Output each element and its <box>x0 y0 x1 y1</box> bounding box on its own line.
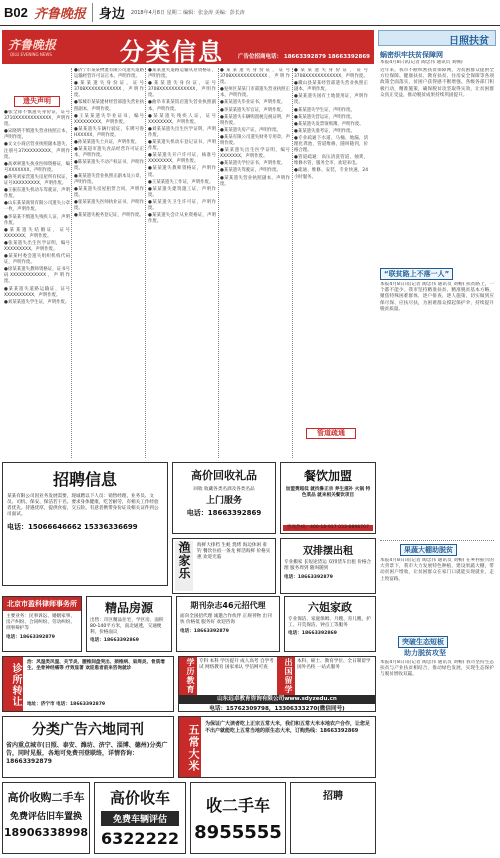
notice-item: ●某某遗失发票领购簿，声明作废。 <box>294 121 364 127</box>
notice-item: ●张某某遗失医师执业证书，声明作废。 <box>74 199 144 211</box>
column-divider <box>145 68 146 458</box>
notice-item: ●徐某某遗失教师资格证，证书号码XXXXXXXXXXXX，声明作废。 <box>4 267 70 285</box>
ad-recruit-2-body <box>291 802 375 808</box>
section-title: 身边 <box>92 3 125 22</box>
ad-clinic <box>2 656 174 712</box>
notice-item: ●张全锋不慎遗失身份证，证号3710XXXXXXXXXXXX，声明作废。 <box>4 110 70 128</box>
notice-item: ●某某遗失学生证，声明作废。 <box>294 107 355 113</box>
banner-title: 分类信息 <box>120 37 224 66</box>
ad-edu-tel: 电话：15762309798，13306333270(微信同号) <box>209 706 345 712</box>
ad-fishing-title: 渔家乐 <box>175 541 193 591</box>
notice-item: ●某某遗失身份证，证号3708XXXXXXXXXXXX，声明作废。 <box>74 81 144 99</box>
ad-second-hand-car <box>190 782 286 854</box>
notice-item: ●某某遗失身份证，证号3708XXXXXXXXXXXX，声明作废。 <box>148 81 216 99</box>
right-headline-1: 蜗密织牢扶贫保障网 <box>380 51 443 59</box>
notice-item: ●济宁市某某物流有限公司遗失道路运输经营许可证正本，声明作废。 <box>74 68 144 80</box>
ad-gift-sub2: 上门服务 <box>205 496 242 506</box>
notice-item: ●某某遗失机动车登记证书，声明作废。 <box>148 140 216 152</box>
notice-item: ●某某遗失卫生许可证，声明作废。 <box>148 199 216 211</box>
notice-item: ●某某遗失教师资格证，声明作废。 <box>148 166 216 178</box>
right-headline-2: “联贫路上不落一人” <box>380 268 453 280</box>
right-headline-5: 助力脱贫攻坚 <box>404 649 446 657</box>
notice-item: ●某某遗失出生医学证明，编号XXXXXXX，声明作废。 <box>220 148 290 160</box>
ad-car-buy-sub: 免费车辆评估 <box>101 811 179 826</box>
ad-house-title: 精品房源 <box>104 601 153 615</box>
column-divider <box>292 68 293 458</box>
ad-edu1-body: 专科 本科 学历提升 成人高考 自学考试 网络教育 国家承认 学信网可查 <box>199 659 274 670</box>
ad-magazine-body: 面向全国招代理 诚邀合作伙伴 正规刊物 出刊快 价格低 服务好 欢迎咨询 <box>180 614 272 625</box>
ad-rice-body: 为保证广大读者吃上正宗五常大米，我们和五常大米本地农户合作，让您足不出户就能吃上五常当地的原生态大米，订购热线：18663392869 <box>205 721 371 734</box>
notice-item: ●李某某遗失军官证，声明作废。 <box>220 107 286 113</box>
notice-item: ●宋晓明不慎遗失营业执照正本，声明作废。 <box>4 129 70 141</box>
notice-item: ●邹城市某某建材经营部遗失营业执照副本，声明作废。 <box>74 100 144 112</box>
column-2 <box>74 68 144 458</box>
ad-law-body: 主要业务：民事诉讼、婚姻家事、房产纠纷、合同纠纷、劳动纠纷、刑事辩护等 <box>6 614 75 631</box>
notice-item: ●某某遗失房产证，声明作废。 <box>220 127 281 133</box>
notice-item: ●某某遗失税务登记证，声明作废。 <box>74 213 144 219</box>
ad-truck-tel: 电话：18663392879 <box>284 575 333 580</box>
ad-catering-tel: 咨询热线：400-18-917 033-8898707 <box>283 525 373 531</box>
column-divider <box>218 68 219 458</box>
column-1 <box>4 110 70 458</box>
notice-item: ●刘某某遗失学生证，声明作废。 <box>4 299 70 305</box>
ad-housekeeping <box>284 596 376 652</box>
ad-magazine-tel: 电话：18663392879 <box>180 629 229 634</box>
ad-rice <box>178 716 376 778</box>
ad-clinic-body: 治：风湿类风湿、关节炎、腰椎间盘突出、颈椎病、肩周炎、骨质增生、坐骨神经痛等 疗效显著 欢迎患者前来咨询就诊 <box>27 660 165 671</box>
ad-car-buy-title: 高价收车 <box>109 789 170 807</box>
notice-item: ●某某遗失开户许可证，核准号XXXXXXXX，声明作废。 <box>148 153 216 165</box>
notice-item: ●某某遗失道路运输证，证号XXXXXXXXXX，声明作废。 <box>4 286 70 298</box>
lost-section-header: 遗失声明 <box>14 96 60 107</box>
ad-recruit-tel: 电话：15066646662 15336336699 <box>7 523 138 531</box>
ad-fishing-resort <box>172 538 276 594</box>
notice-item: ●山东某某商贸有限公司遗失公章一枚，声明作废。 <box>4 201 70 213</box>
column-divider <box>71 68 72 458</box>
ad-magazine-title: 期刊杂志46元招代理 <box>190 601 266 610</box>
ad-recruit-body: 某某有限公司因业务发展需要，现诚聘以下人员：销售经理、业务员、文员、司机、保安、保洁若干名。要求身体健康，吃苦耐劳，有相关工作经验者优先。待遇优厚，提供食宿，交五险。有意者携带身份证及相关证件到公司面试。 <box>7 494 159 517</box>
notice-item: ●某某遗失结婚证，证号XXXXXXX，声明作废。 <box>4 227 70 239</box>
ad-catering <box>280 462 376 534</box>
notice-item: ●某某遗失身份证，证号3708XXXXXXXXXXXX，声明作废。 <box>220 68 290 86</box>
ad-clinic-title: 诊所转让 <box>3 657 23 712</box>
notice-item: ●某某超市遗失食品经营许可证正本，声明作废。 <box>74 147 144 159</box>
right-article-1: 近年来，我市不断织密扶贫保障网，为贫困群众提供全方位保障。健康扶贫、教育扶贫、住房安全保障等各项政策全面落实，贫困户获得感不断增强。各级各部门积极行动，精准施策，确保脱贫攻坚取得实效，让贫困群众真正受益，推动脱贫成果持续巩固提升。 <box>380 68 494 98</box>
ad-used-car-buy-sub: 免费评估旧车置换 <box>9 812 82 822</box>
right-article-4: 本报4月8日讯(记者 陶忠伟 通讯员 刘畅) 我市坚持生态扶贫与产业扶贫相结合，推动绿色发展，实现生态保护与脱贫增收双赢。 <box>380 660 494 678</box>
ad-house-tel: 电话：18663392869 <box>90 638 139 643</box>
notice-item: ●陈某某遗失不动产权证书，声明作废。 <box>74 160 144 172</box>
notice-item: ●某某遗失国有土地使用证，声明作废。 <box>294 94 368 106</box>
ad-catering-title: 餐饮加盟 <box>303 469 352 483</box>
ad-car-buy <box>94 782 186 854</box>
classified-banner <box>2 30 374 64</box>
notice-item: ●王振东遗失机动车驾驶证，声明作废。 <box>4 188 70 200</box>
ad-fishing-body: 海鲜大排档 生蚝 烧烤 海边休闲 垂钓 餐饮住宿一条龙 鲜活海鲜 价格实惠 欢迎光临 <box>197 543 271 560</box>
ad-housekeeping-title: 六姐家政 <box>308 601 352 614</box>
ad-used-car-buy <box>2 782 90 854</box>
ad-edu2-body: 本科、硕士、教育学位、全日制留学 国外名校 一站式服务 <box>297 659 371 670</box>
ad-law-firm <box>2 596 82 652</box>
notice-item: ●某某遗失车辆购置税完税证明，声明作废。 <box>220 114 290 126</box>
ad-recruit-2 <box>290 782 376 854</box>
notice-item: ●管道疏通：高压清洗管道，抽粪，维修水管，服务全市，欢迎来电。 <box>294 155 368 167</box>
ad-truck-rent <box>280 538 376 594</box>
notice-item: ●某某遗失驾驶证，声明作废。 <box>220 168 281 174</box>
notice-item: ●疏通、维修、安装，专业快速，24小时服务。 <box>294 168 368 180</box>
ad-magazine <box>176 596 280 652</box>
notice-item: ●某某遗失营业执照副本，声明作废。 <box>220 175 290 187</box>
notice-item: ●某某遗失房屋租赁合同，声明作废。 <box>74 186 144 198</box>
banner-logo: 齐鲁晚报 <box>8 38 57 52</box>
ad-clinic-tel: 地址：济宁市 电话：18663392879 <box>27 702 106 707</box>
notice-item: ●某某遗失营业执照正副本及公章，声明作废。 <box>74 173 144 185</box>
notice-item: ●某某遗失毕业证书，声明作废。 <box>220 100 286 106</box>
paper-logo: 齐鲁晚报 <box>33 7 86 22</box>
page-meta: 2018年4月8日 星期二 编辑：张金涛 美编：彭长涛 <box>130 10 245 16</box>
ad-recruit <box>2 462 168 586</box>
ad-gift-title: 高价回收礼品 <box>191 469 257 482</box>
page-number: B02 <box>4 5 28 20</box>
notice-item: ●某某遗失建筑施工证，声明作废。 <box>148 186 216 198</box>
page-header <box>0 0 500 26</box>
ad-gift-recycle <box>172 462 276 534</box>
notice-item: ●王某某遗失毕业证书，编号XXXXXXXXX，声明作废。 <box>74 113 144 125</box>
notice-item: ●张某遗失出生医学证明，编号XXXXXXXXX，声明作废。 <box>4 240 70 252</box>
ad-used-car-buy-title: 高价收购二手车 <box>7 791 85 804</box>
ad-recruit-title: 招聘信息 <box>52 470 117 489</box>
ad-car-buy-tel: 6322222 <box>101 829 179 848</box>
ad-catering-body: 加盟费超低 就找鲁正宗 养生滋补 火锅 特色菜品 就来相关餐饮项目 <box>285 487 371 498</box>
ad-education <box>178 656 376 712</box>
ad-house-body: 出售：市区精品住宅，学区房，面积80-140平方米，南北通透，交通便利，价格面议 <box>90 618 164 635</box>
notice-item: ●曲阜市某某饭店遗失营业执照副本，声明作废。 <box>148 100 216 112</box>
ad-law-tel: 电话：18663392879 <box>6 635 55 640</box>
notice-item: ●兖州区某某门市部遗失营业执照正本，声明作废。 <box>220 87 290 99</box>
ad-edu-company: 山东远卓教育咨询有限公司www.sdyzedu.cn <box>179 695 375 704</box>
notice-item: ●某某遗失会计从业资格证，声明作废。 <box>148 213 216 225</box>
ad-second-hand-car-title: 收二手车 <box>205 796 270 815</box>
ad-truck-title: 双排摆出租 <box>303 546 353 557</box>
right-section-banner <box>378 30 496 46</box>
notice-item: ●某某遗失残疾人证，证号XXXXXXXX，声明作废。 <box>148 113 216 125</box>
ad-housekeeping-body: 专业保洁、家庭保姆、月嫂、育儿嫂、护工、开荒保洁、钟点工等服务 <box>288 617 371 628</box>
ad-six-city <box>2 716 174 778</box>
notice-item: ●文文小商店营业执照副本遗失，注册号37XXXXXXXXX，声明作废。 <box>4 142 70 160</box>
notice-item: ●某某遗失准考证，声明作废。 <box>294 128 355 134</box>
notice-item: ●刘某某遗失出生医学证明，声明作废。 <box>148 126 216 138</box>
ad-recruit-2-title: 招聘 <box>323 791 343 802</box>
ad-rice-title: 五常大米 <box>179 717 201 778</box>
column-3 <box>148 68 216 458</box>
pipe-section-header: 管道疏通 <box>306 428 356 439</box>
right-divider <box>380 540 494 541</box>
notice-item: ●某某遗失道路运输从业资格证，声明作废。 <box>148 68 216 80</box>
ad-six-city-title: 分类广告六地同刊 <box>32 722 144 738</box>
notice-item: ●李某某不慎遗失残疾人证，声明作废。 <box>4 214 70 226</box>
notice-item: ●专业疏通下水道、马桶、地漏，清理化粪池，管道维修，随叫随到，价格合理。 <box>294 135 368 154</box>
notice-item: ●某某有限公司遗失财务专用章，声明作废。 <box>220 134 290 147</box>
right-headline-3: 果蔬大棚助脱贫 <box>400 544 457 556</box>
ad-edu2-title: 出国留学 <box>277 657 295 695</box>
notice-item: ●鲁英刘家营遗失房屋所有权证，证号XXXXXXXXX，声明作废。 <box>4 174 70 187</box>
column-5 <box>294 68 368 428</box>
column-4 <box>220 68 290 458</box>
banner-phones: 广告位招商电话： 18663392879 18663392869 <box>237 54 370 60</box>
notice-item: ●王某某遗失工作证，声明作废。 <box>148 179 214 185</box>
ad-six-city-body: 省内重点城市(日照、泰安、潍坊、济宁、淄博、德州)分类广告，同时见报，各地可免费刊登联络，详情咨询：18663392879 <box>6 742 168 765</box>
right-byline-1: 本报4月8日讯(记者 陶忠伟 通讯员 刘畅) <box>380 60 463 65</box>
ad-truck-body: 专业搬家 长短途货运 双排货车出租 价格合理 服务周到 随叫随到 <box>284 560 372 571</box>
notice-item: ●孙某某遗失士兵证，声明作废。 <box>74 140 140 146</box>
ad-gift-tel: 电话：18663392869 <box>186 509 262 517</box>
right-section-title: 日照扶贫 <box>449 36 489 47</box>
right-article-2: 本报4月8日讯(记者 陶忠伟 通讯员 刘畅) 扶贫路上，一个都不能少。我市坚持精准扶贫、精准脱贫基本方略，聚焦特殊困难群体，逐户排查、逐人施策，切实做到应保尽保、应扶尽扶，为困难群众撑起保护伞，持续提升脱贫质量。 <box>380 282 494 312</box>
notice-item: ●微山县某某经营部遗失营业执照正副本，声明作废。 <box>294 81 368 93</box>
ad-second-hand-car-tel: 8955555 <box>194 822 282 843</box>
notice-item: ●某某遗失车辆行驶证，车牌号鲁HXXXXX，声明作废。 <box>74 126 144 138</box>
ad-housekeeping-tel: 电话：18663392869 <box>288 631 337 636</box>
ad-gift-sub: 回收 收藏各类名酒及各类名品 <box>193 487 255 492</box>
banner-logo-sub: QILU EVENING NEWS <box>10 52 52 57</box>
right-article-3: 本报4月8日讯(记者 陶忠伟 通讯员 刘畅) 在乡村振兴的大背景下，我市大力发展特色种植，建设果蔬大棚，带动贫困户增收，让贫困群众在家门口就能实现就业，走上致富路。 <box>380 558 494 582</box>
notice-item: ●某某遗失身份证，证号3708XXXXXXXXXXXX，声明作废。 <box>294 68 368 80</box>
notice-item: ●某某村委会遗失组织机构代码证，声明作废。 <box>4 254 70 266</box>
right-headline-4: 突破生态短板 <box>398 636 448 648</box>
ad-law-title: 北京市盈科律师事务所 <box>3 597 81 611</box>
notice-item: ●某某遗失学位证书，声明作废。 <box>220 161 286 167</box>
ad-house <box>86 596 172 652</box>
ad-edu1-title: 学历教育 <box>179 657 197 695</box>
notice-item: ●高翠翠遗失执业医师资格证，编号XXXXXXX，声明作废。 <box>4 161 70 173</box>
notice-item: ●某某遗失营运证，声明作废。 <box>294 114 355 120</box>
ad-used-car-buy-tel: 18906338998 <box>3 826 89 839</box>
